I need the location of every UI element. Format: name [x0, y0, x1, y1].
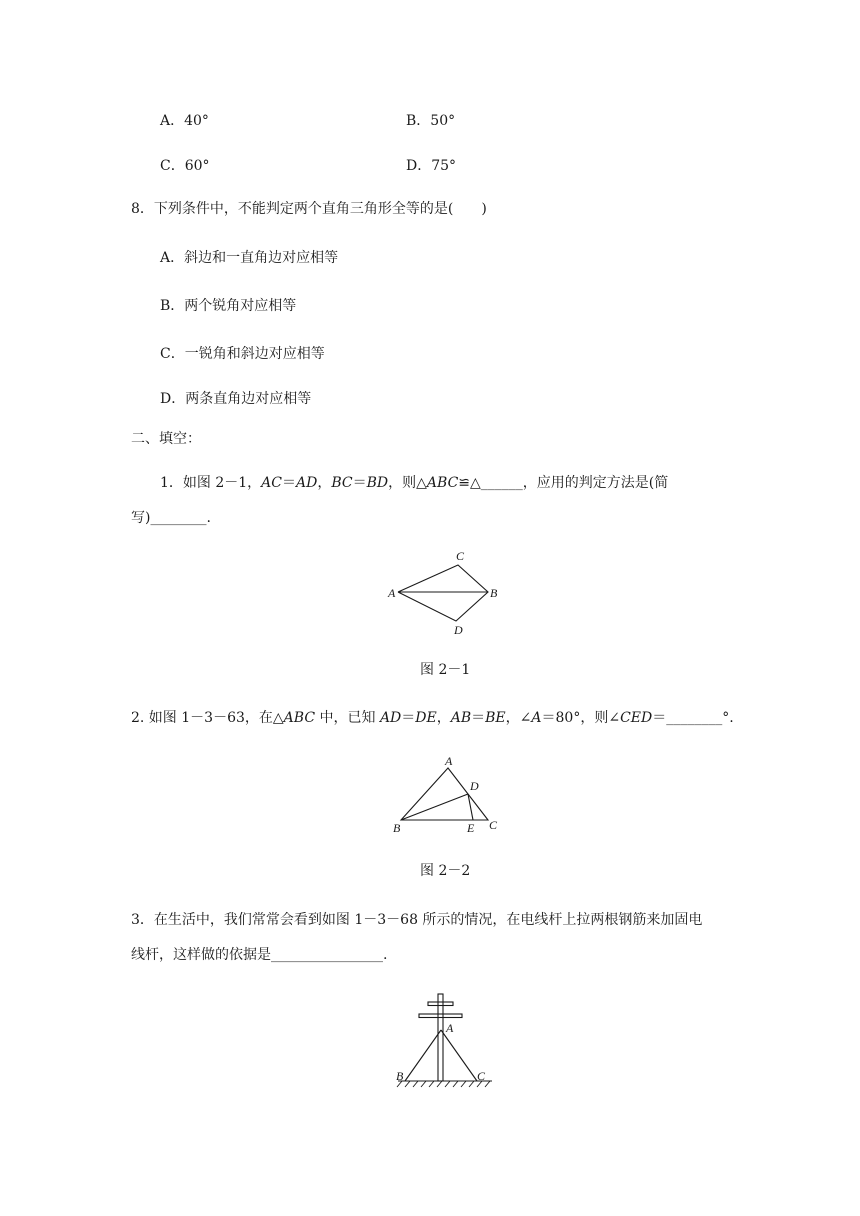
fig3-label-c: C — [477, 1069, 486, 1083]
var-bc: BC — [331, 475, 353, 491]
fill1-tail: ≌△______，应用的判定方法是(简 — [458, 475, 669, 491]
fill2-p2: 中，已知 — [315, 710, 380, 726]
var-de: DE — [415, 710, 437, 726]
fill2-p6: ，∠ — [505, 710, 532, 726]
fig1-label-d: D — [454, 623, 463, 637]
q8-option-a: A．斜边和一直角边对应相等 — [160, 250, 339, 266]
fill1-eq1: ＝ — [282, 475, 296, 491]
figure-2-1 — [380, 545, 510, 644]
fill1-sep1: ， — [317, 475, 332, 491]
fig1-label-b: B — [490, 586, 498, 600]
var-abc: ABC — [426, 475, 459, 491]
q7-option-a: A．40° — [160, 113, 209, 129]
fill1-eq2: ＝ — [352, 475, 367, 491]
q8-stem: 8．下列条件中，不能判定两个直角三角形全等的是( ) — [131, 201, 487, 217]
fill2-line — [131, 708, 734, 728]
q8-option-c: C．一锐角和斜边对应相等 — [160, 346, 325, 362]
fill1-mid: ，则△ — [388, 475, 427, 491]
fig1-label-c: C — [456, 549, 465, 563]
q8-option-b: B．两个锐角对应相等 — [160, 298, 297, 314]
fig2-label-e: E — [467, 821, 475, 835]
section-title: 二、填空： — [131, 431, 201, 447]
fill2-p4: ， — [436, 710, 451, 726]
var-be: BE — [485, 710, 506, 726]
var-ad-2: AD — [379, 710, 402, 726]
var-ab: AB — [450, 710, 472, 726]
fig1-caption: 图 2－1 — [420, 662, 471, 678]
var-abc-2: ABC — [283, 710, 316, 726]
figure-utility-pole — [388, 988, 498, 1102]
q7-option-c: C．60° — [160, 158, 210, 174]
fill2-p7: ＝80°，则∠ — [541, 710, 621, 726]
fill1-line1 — [160, 473, 668, 493]
fill3-line1: 3．在生活中，我们常常会看到如图 1－3－68 所示的情况，在电线杆上拉两根钢筋来加固电 — [131, 912, 703, 928]
var-a: A — [531, 710, 542, 726]
figure-2-2 — [385, 750, 515, 844]
fig2-caption: 图 2－2 — [420, 863, 471, 879]
var-bd: BD — [366, 475, 389, 491]
var-ced: CED — [620, 710, 653, 726]
fill2-p5: ＝ — [471, 710, 486, 726]
fill1-prefix: 1．如图 2－1， — [160, 475, 262, 491]
fill2-p1: 2. 如图 1－3－63，在△ — [131, 710, 284, 726]
var-ac: AC — [261, 475, 282, 491]
var-ad: AD — [296, 475, 318, 491]
fill2-p3: ＝ — [401, 710, 416, 726]
fig2-label-d: D — [470, 779, 479, 793]
fill2-p8: ＝________°. — [652, 710, 734, 726]
fig3-label-b: B — [396, 1069, 404, 1083]
fig3-label-a: A — [446, 1021, 454, 1035]
fill3-line2: 线杆，这样做的依据是________________. — [131, 947, 388, 963]
q7-option-b: B．50° — [406, 113, 456, 129]
fig1-label-a: A — [388, 586, 396, 600]
q8-option-d: D．两条直角边对应相等 — [160, 391, 312, 407]
fig2-label-c: C — [489, 818, 498, 832]
fig2-label-a: A — [445, 754, 453, 768]
fig2-label-b: B — [393, 821, 401, 835]
fill1-line2: 写)________. — [131, 510, 211, 526]
q7-option-d: D．75° — [406, 158, 457, 174]
